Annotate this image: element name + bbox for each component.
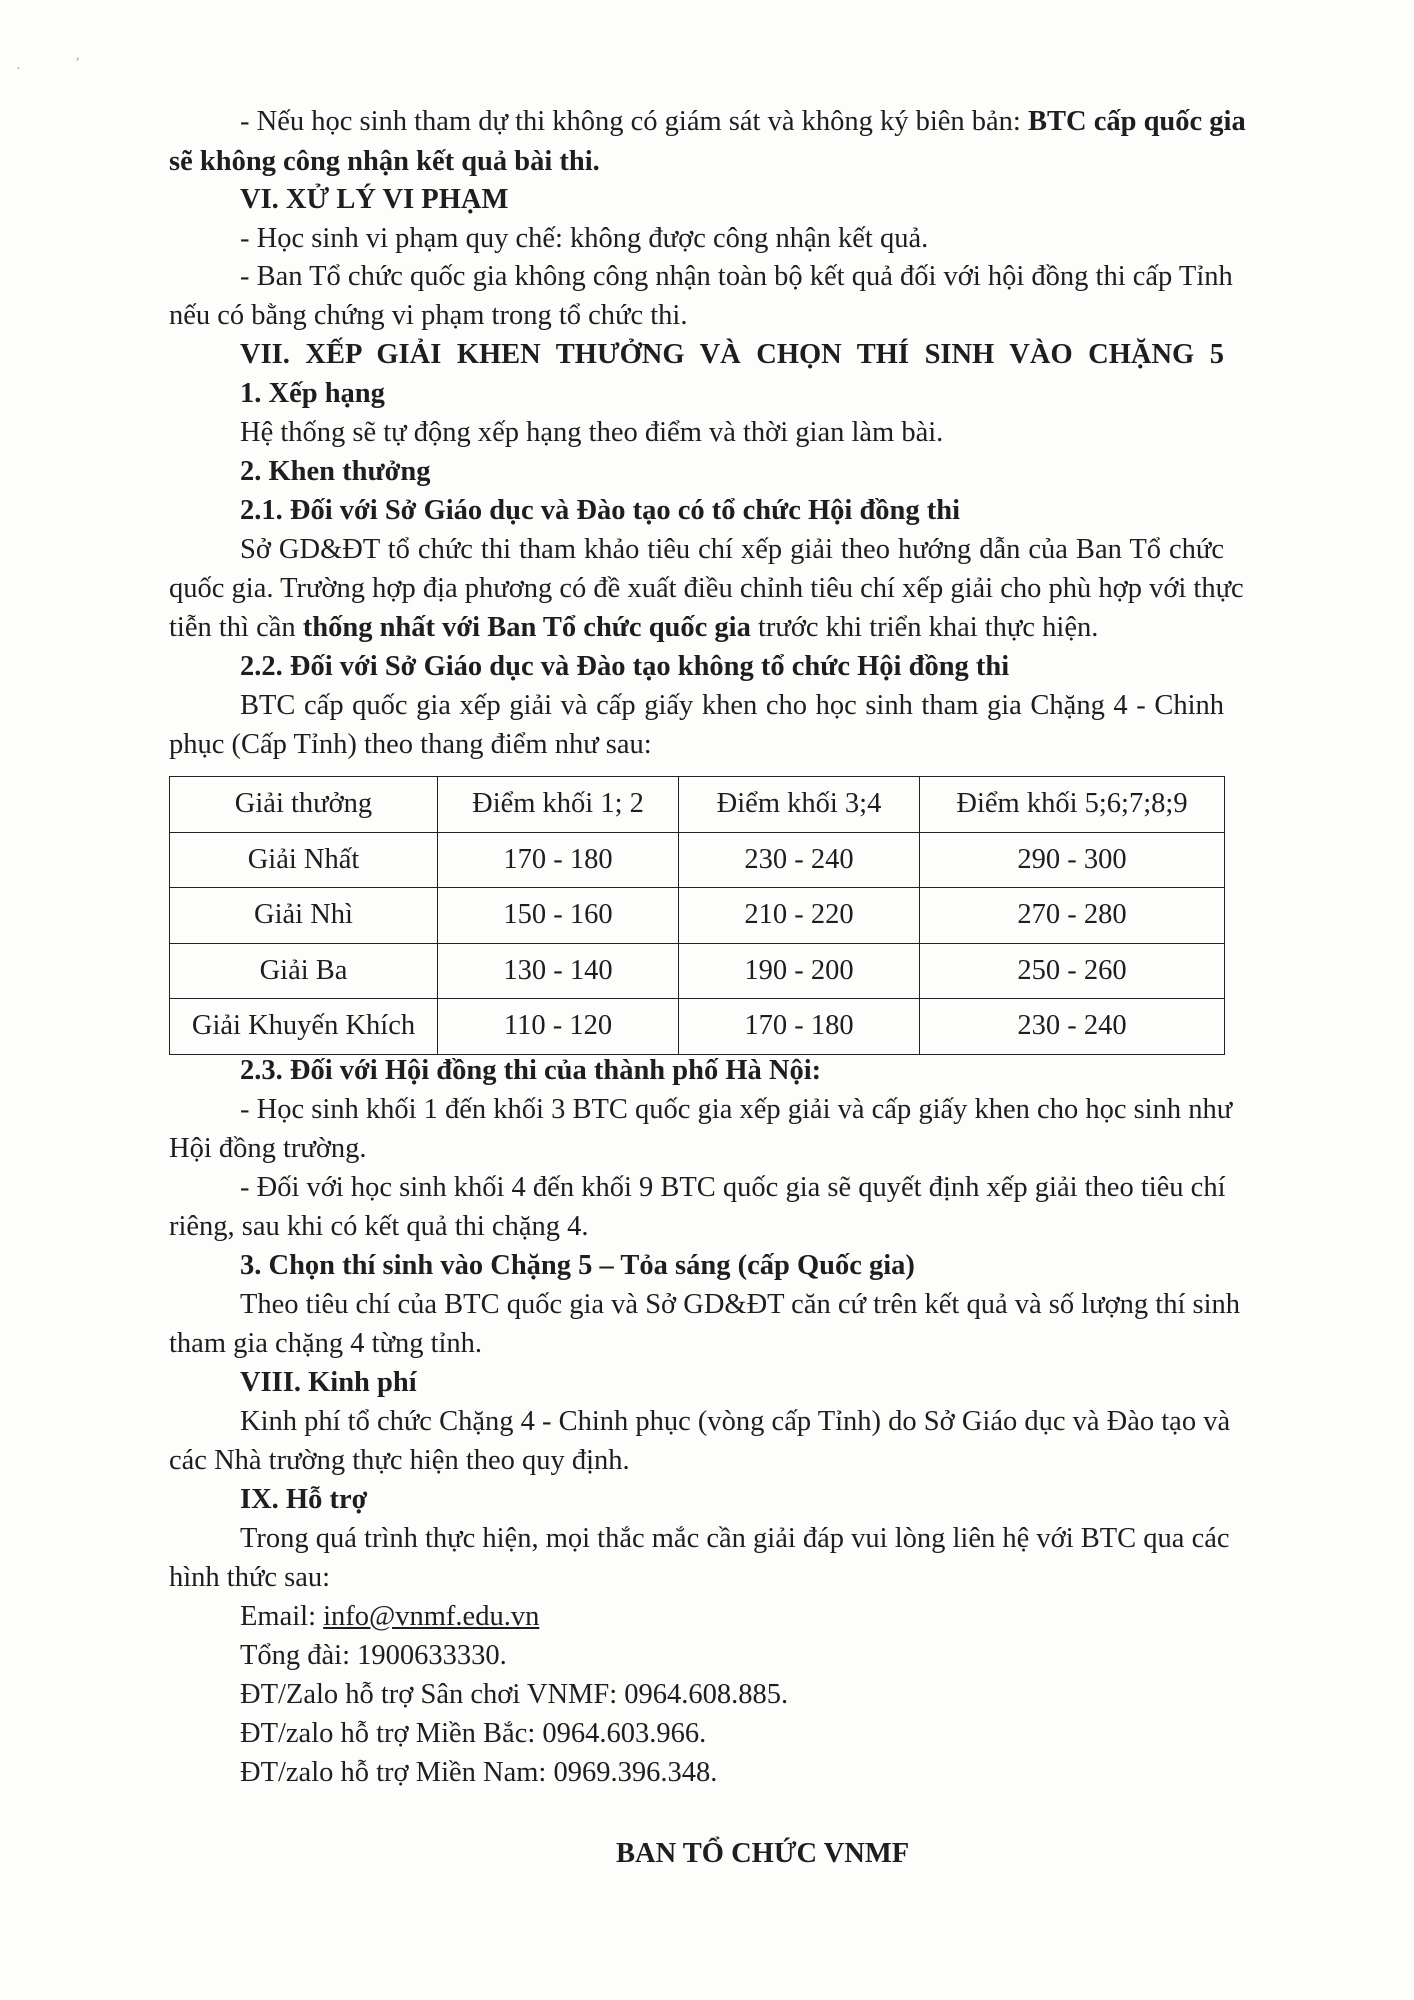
table-cell: Giải Ba — [170, 943, 438, 999]
table-cell: 290 - 300 — [920, 832, 1225, 888]
table-row — [170, 888, 1225, 944]
paragraph-line: các Nhà trường thực hiện theo quy định. — [169, 1445, 630, 1476]
table-cell: 110 - 120 — [438, 999, 679, 1055]
award-score-table — [169, 776, 1225, 1055]
paragraph-line: Kinh phí tổ chức Chặng 4 - Chinh phục (vòng cấp Tỉnh) do Sở Giáo dục và Đào tạo và — [240, 1406, 1231, 1437]
paragraph-line: BTC cấp quốc gia xếp giải và cấp giấy khen cho học sinh tham gia Chặng 4 - Chinh — [240, 690, 1224, 721]
table-row — [170, 943, 1225, 999]
paragraph-line: riêng, sau khi có kết quả thi chặng 4. — [169, 1211, 589, 1242]
paragraph-line: phục (Cấp Tỉnh) theo thang điểm như sau: — [169, 729, 652, 760]
table-cell: 150 - 160 — [438, 888, 679, 944]
section-heading-vii: VII. XẾP GIẢI KHEN THƯỞNG VÀ CHỌN THÍ SINH VÀO CHẶNG 5 — [240, 339, 1224, 370]
subsection-heading: 1. Xếp hạng — [240, 378, 385, 409]
paragraph-line: - Ban Tổ chức quốc gia không công nhận toàn bộ kết quả đối với hội đồng thi cấp Tỉnh — [240, 261, 1233, 292]
table-header-cell: Điểm khối 5;6;7;8;9 — [920, 777, 1225, 833]
paragraph-line: tham gia chặng 4 từng tỉnh. — [169, 1328, 483, 1359]
section-heading-viii: VIII. Kinh phí — [240, 1367, 417, 1398]
table-cell: Giải Nhì — [170, 888, 438, 944]
text-run: tiễn thì cần — [169, 612, 303, 643]
subsection-heading: 2.2. Đối với Sở Giáo dục và Đào tạo không tổ chức Hội đồng thi — [240, 651, 1010, 682]
support-line: ĐT/Zalo hỗ trợ Sân chơi VNMF: 0964.608.885. — [240, 1679, 789, 1710]
email-label: Email: — [240, 1601, 324, 1632]
paragraph-line: - Học sinh khối 1 đến khối 3 BTC quốc gia xếp giải và cấp giấy khen cho học sinh như — [240, 1094, 1233, 1125]
paragraph-line: sẽ không công nhận kết quả bài thi. — [169, 146, 600, 177]
scan-speck: · — [16, 62, 21, 77]
table-cell: 230 - 240 — [679, 832, 920, 888]
support-line: ĐT/zalo hỗ trợ Miền Bắc: 0964.603.966. — [240, 1718, 707, 1749]
table-cell: 230 - 240 — [920, 999, 1225, 1055]
scan-speck: , — [76, 48, 80, 63]
text-run: trước khi triển khai thực hiện. — [750, 612, 1099, 643]
paragraph-line: hình thức sau: — [169, 1562, 331, 1593]
section-heading-vi: VI. XỬ LÝ VI PHẠM — [240, 184, 509, 215]
table-row — [170, 999, 1225, 1055]
table-cell: Giải Khuyến Khích — [170, 999, 438, 1055]
table-cell: 130 - 140 — [438, 943, 679, 999]
bold-text-run: thống nhất với Ban Tổ chức quốc gia — [302, 612, 751, 643]
paragraph-line: - Đối với học sinh khối 4 đến khối 9 BTC quốc gia sẽ quyết định xếp giải theo tiêu chí — [240, 1172, 1226, 1203]
bold-text-run: BTC cấp quốc gia — [1027, 106, 1246, 137]
paragraph-line: - Học sinh vi phạm quy chế: không được công nhận kết quả. — [240, 223, 929, 254]
table-cell: 210 - 220 — [679, 888, 920, 944]
paragraph-line — [169, 614, 1098, 643]
table-header-cell: Điểm khối 1; 2 — [438, 777, 679, 833]
email-link[interactable]: info@vnmf.edu.vn — [323, 1601, 540, 1632]
paragraph-line: Sở GD&ĐT tổ chức thi tham khảo tiêu chí xếp giải theo hướng dẫn của Ban Tổ chức — [240, 534, 1224, 565]
paragraph-line: Hệ thống sẽ tự động xếp hạng theo điểm và thời gian làm bài. — [240, 417, 944, 448]
subsection-heading: 3. Chọn thí sinh vào Chặng 5 – Tỏa sáng (cấp Quốc gia) — [240, 1250, 915, 1281]
text-run: - Nếu học sinh tham dự thi không có giám sát và không ký biên bản: — [240, 106, 1028, 137]
table-row — [170, 832, 1225, 888]
support-line: ĐT/zalo hỗ trợ Miền Nam: 0969.396.348. — [240, 1757, 718, 1788]
subsection-heading: 2.1. Đối với Sở Giáo dục và Đào tạo có tổ chức Hội đồng thi — [240, 495, 961, 526]
table-header-cell: Điểm khối 3;4 — [679, 777, 920, 833]
paragraph-line: Hội đồng trường. — [169, 1133, 367, 1164]
subsection-heading: 2.3. Đối với Hội đồng thi của thành phố Hà Nội: — [240, 1055, 822, 1086]
paragraph-line: Trong quá trình thực hiện, mọi thắc mắc cần giải đáp vui lòng liên hệ với BTC qua các — [240, 1523, 1230, 1554]
table-cell: 270 - 280 — [920, 888, 1225, 944]
email-line — [240, 1603, 539, 1632]
table-header-row — [170, 777, 1225, 833]
paragraph-line: nếu có bằng chứng vi phạm trong tổ chức thi. — [169, 300, 688, 331]
table-cell: 190 - 200 — [679, 943, 920, 999]
signature-organizer: BAN TỔ CHỨC VNMF — [616, 1838, 910, 1869]
table-cell: 170 - 180 — [438, 832, 679, 888]
subsection-heading: 2. Khen thưởng — [240, 456, 431, 487]
paragraph-line — [240, 108, 1246, 137]
paragraph-line: quốc gia. Trường hợp địa phương có đề xuất điều chỉnh tiêu chí xếp giải cho phù hợp với thực — [169, 573, 1244, 604]
section-heading-ix: IX. Hỗ trợ — [240, 1484, 368, 1515]
table-cell: 250 - 260 — [920, 943, 1225, 999]
table-cell: 170 - 180 — [679, 999, 920, 1055]
table-header-cell: Giải thưởng — [170, 777, 438, 833]
table-cell: Giải Nhất — [170, 832, 438, 888]
hotline-line: Tổng đài: 1900633330. — [240, 1640, 507, 1671]
paragraph-line: Theo tiêu chí của BTC quốc gia và Sở GD&ĐT căn cứ trên kết quả và số lượng thí sinh — [240, 1289, 1241, 1320]
